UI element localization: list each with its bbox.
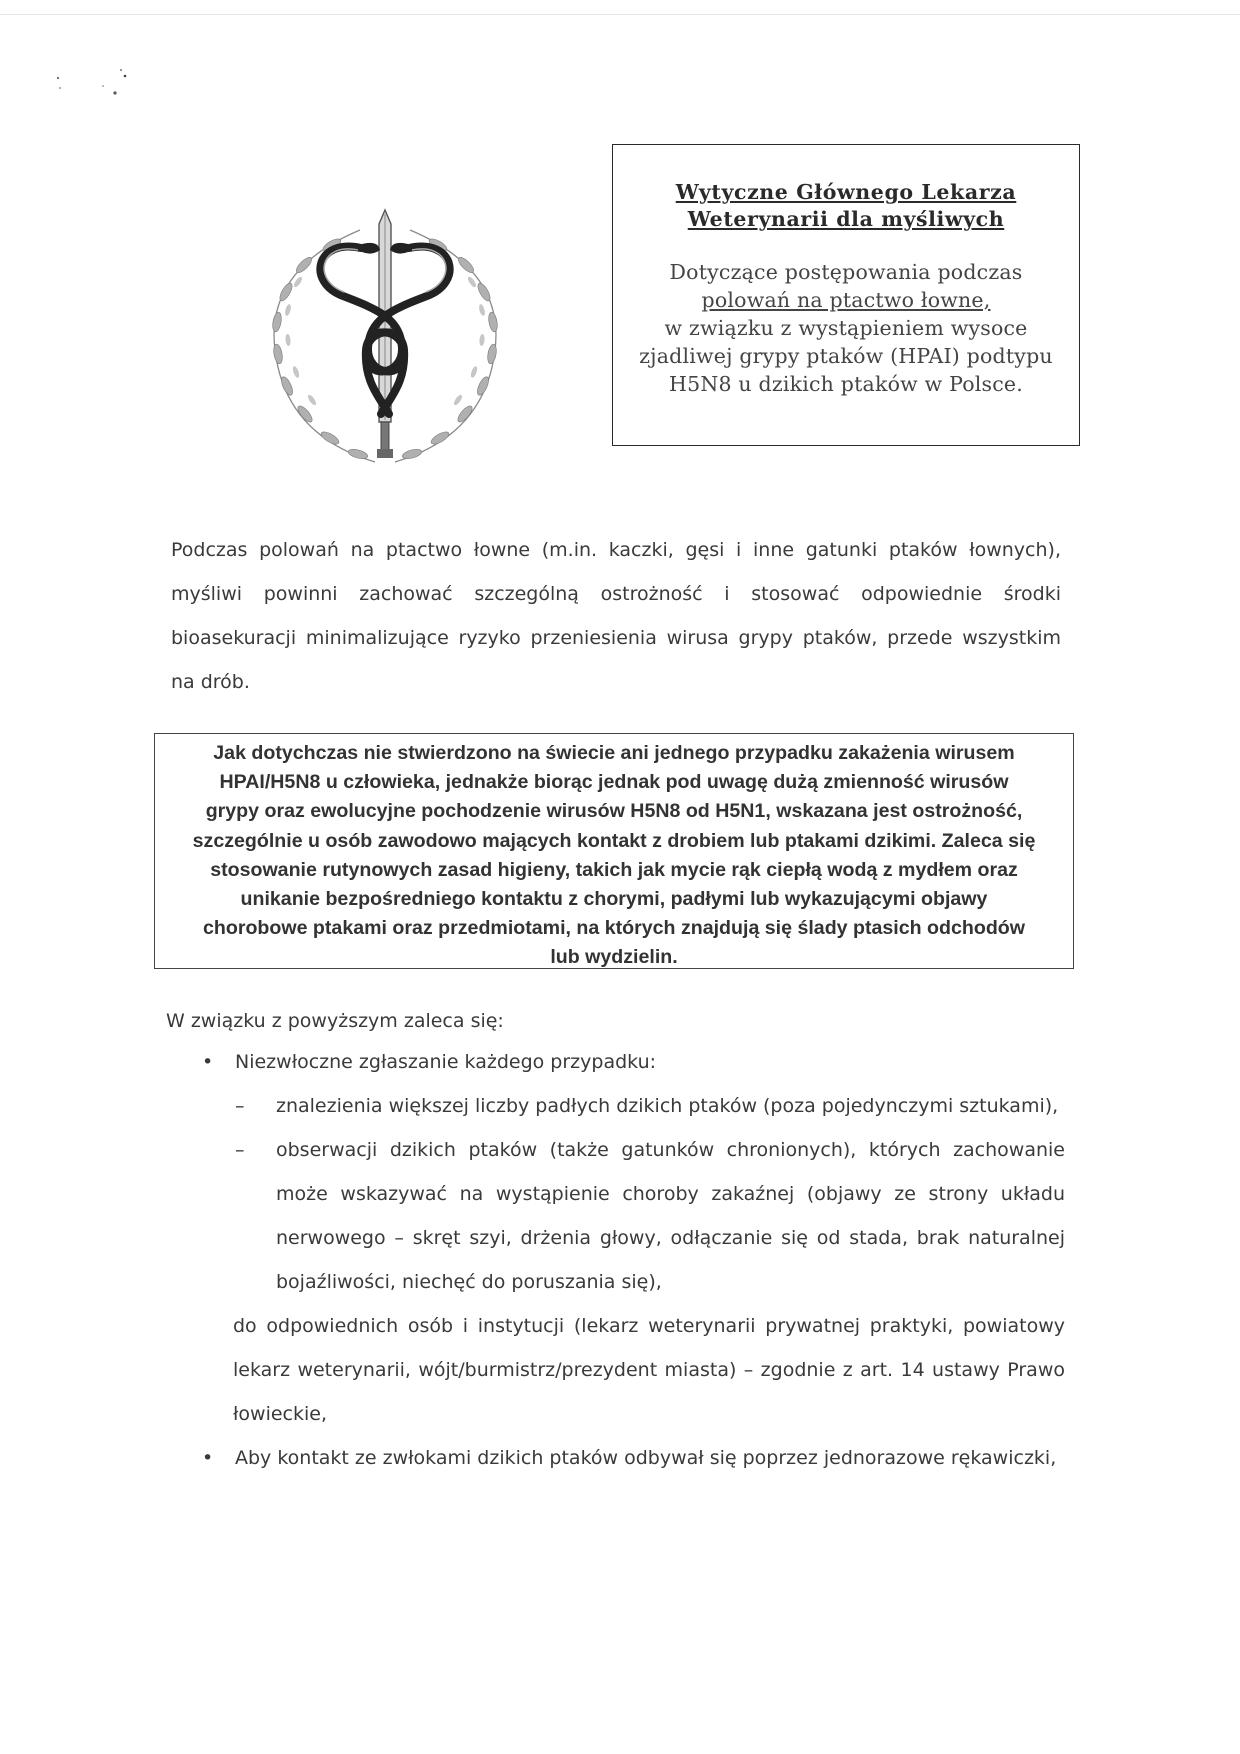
recommendations-intro: W związku z powyższym zaleca się: <box>166 1010 504 1032</box>
notice-line: grypy oraz ewolucyjne pochodzenie wirusów H5N8 od H5N1, wskazana jest ostrożność, <box>205 800 1023 823</box>
title-box <box>612 144 1080 446</box>
bullet-continuation: do odpowiednich osób i instytucji (lekarz weterynarii prywatnej praktyki, powiatowy lekarz weterynarii, wójt/burmistrz/prezydent miasta) – zgodnie z art. 14 ustawy Prawo łowieckie, <box>233 1315 1065 1425</box>
scan-edge-line <box>0 14 1240 15</box>
sub-list-item <box>195 1084 1065 1128</box>
notice-line: stosowanie rutynowych zasad higieny, takich jak mycie rąk ciepłą wodą z mydłem oraz <box>210 858 1018 881</box>
title-line-1: Wytyczne Głównego Lekarza <box>675 180 1017 204</box>
subtitle-line-3: w związku z wystąpieniem wysoce <box>664 316 1028 340</box>
title-line-2: Weterynarii dla myśliwych <box>687 207 1005 231</box>
intro-paragraph: Podczas polowań na ptactwo łowne (m.in. kaczki, gęsi i inne gatunki ptaków łownych), myśliwi powinni zachować szczególną ostrożność i stosować odpowiednie środki bioasekuracji minimalizujące ryzyko przeniesienia wirusa grypy ptaków, przede wszystkim na drób. <box>171 539 1061 693</box>
sub-item-text: obserwacji dzikich ptaków (także gatunków chronionych), których zachowanie może wskazywać na wystąpienie choroby zakaźnej (objawy ze strony układu nerwowego – skręt szyi, drżenia głowy, odłączanie się od stada, brak naturalnej bojaźliwości, niechęć do poruszania się), <box>276 1139 1065 1293</box>
document-subtitle <box>613 258 1079 398</box>
subtitle-line-4: zjadliwej grypy ptaków (HPAI) podtypu <box>639 344 1053 368</box>
notice-line: szczególnie u osób zawodowo mających kontakt z drobiem lub ptakami dzikimi. Zaleca się <box>192 829 1036 852</box>
notice-line: HPAI/H5N8 u człowieka, jednakże biorąc jednak pod uwagę dużą zmienność wirusów <box>219 771 1009 794</box>
notice-line: chorobowe ptakami oraz przedmiotami, na których znajdują się ślady ptasich odchodów <box>202 917 1026 940</box>
sub-list-item <box>195 1128 1065 1304</box>
subtitle-line-5: H5N8 u dzikich ptaków w Polsce. <box>669 372 1023 396</box>
notice-line: lub wydzielin. <box>550 946 678 969</box>
list-item <box>195 1436 1065 1480</box>
notice-box <box>154 733 1074 969</box>
scan-specks <box>55 62 145 102</box>
subtitle-line-2: polowań na ptactwo łowne, <box>701 288 991 312</box>
dash-icon: – <box>235 1139 245 1161</box>
bullet-text: Aby kontakt ze zwłokami dzikich ptaków odbywał się poprzez jednorazowe rękawiczki, <box>235 1447 1057 1469</box>
subtitle-line-1: Dotyczące postępowania podczas <box>669 260 1023 284</box>
notice-line: unikanie bezpośredniego kontaktu z chorymi, padłymi lub wykazującymi objawy <box>240 888 988 911</box>
notice-line: Jak dotychczas nie stwierdzono na świecie ani jednego przypadku zakażenia wirusem <box>213 742 1015 764</box>
list-item <box>195 1040 1065 1084</box>
sub-item-text: znalezienia większej liczby padłych dzikich ptaków (poza pojedynczymi sztukami), <box>276 1095 1059 1117</box>
bullet-label: Niezwłoczne zgłaszanie każdego przypadku: <box>235 1051 657 1073</box>
recommendations-list <box>195 1040 1065 1480</box>
bullet-icon: • <box>202 1447 214 1469</box>
dash-icon: – <box>235 1095 245 1117</box>
caduceus-wreath-emblem <box>240 200 530 480</box>
document-title <box>613 179 1079 233</box>
bullet-icon: • <box>202 1051 214 1073</box>
